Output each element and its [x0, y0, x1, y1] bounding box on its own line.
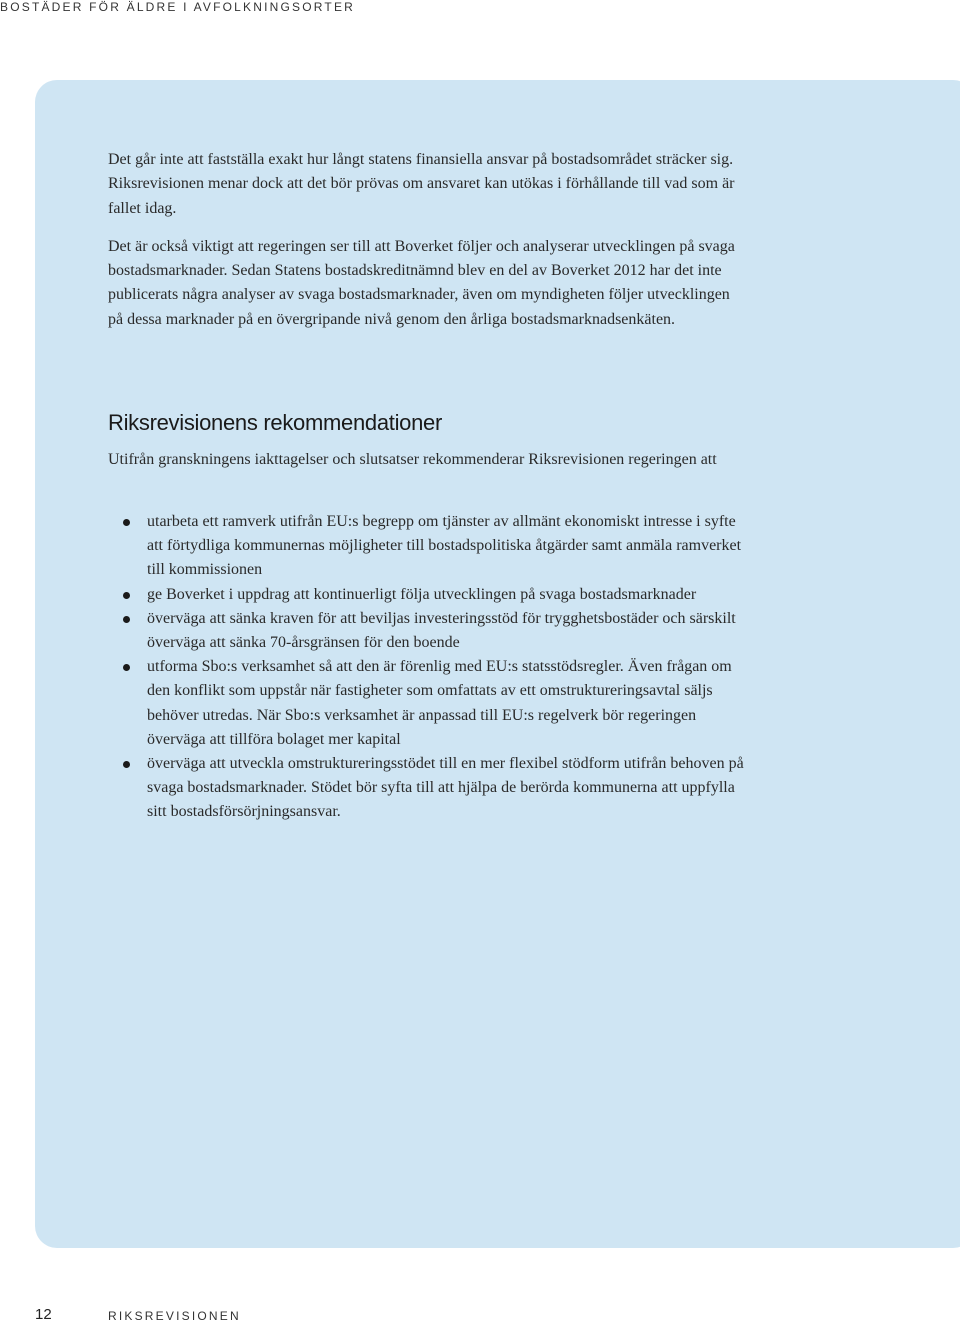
- list-item-text: ge Boverket i uppdrag att kontinuerligt följa utvecklingen på svaga bostadsmarknader: [147, 585, 697, 603]
- recommendation-list: [108, 510, 748, 825]
- list-item: [108, 510, 748, 583]
- list-item: [108, 655, 748, 752]
- intro-text: Utifrån granskningens iakttagelser och slutsatser rekommenderar Riksrevisionen regeringen att: [108, 451, 717, 468]
- page-number: 12: [35, 1306, 52, 1323]
- list-item-text: utarbeta ett ramverk utifrån EU:s begrepp om tjänster av allmänt ekonomiskt intresse i syfte att förtydliga kommunernas möjligheter till bostadspolitiska åtgärder samt anmäla ramverket till kommissionen: [147, 513, 742, 579]
- list-item: [108, 583, 748, 607]
- bullet-icon: [123, 592, 130, 599]
- list-item-text: överväga att sänka kraven för att beviljas investeringsstöd för trygghetsbostäder och särskilt överväga att sänka 70-årsgränsen för den boende: [147, 609, 736, 652]
- list-item-text: utforma Sbo:s verksamhet så att den är förenlig med EU:s statsstödsregler. Även frågan om den konflikt som uppstår när fastigheter som omfattats av ett omstruktureringsavtal säljs behöver utredas. När Sbo:s verksamhet är anpassad till EU:s regelverk bör regeringen överväga att tillföra bolaget mer kapital: [147, 658, 732, 748]
- bullet-icon: [123, 519, 130, 526]
- paragraph: Det går inte att fastställa exakt hur långt statens finansiella ansvar på bostadsområdet sträcker sig. Riksrevisionen menar dock att det bör prövas om ansvaret kan utökas i förhållande till vad som är fallet idag.: [108, 151, 735, 217]
- bullet-icon: [123, 616, 130, 623]
- section-heading: Riksrevisionens rekommendationer: [108, 410, 442, 435]
- paragraph: Det är också viktigt att regeringen ser till att Boverket följer och analyserar utvecklingen på svaga bostadsmarknader. Sedan Statens bostadskreditnämnd blev en del av Boverket 2012 har det inte publicerats några analyser av svaga bostadsmarknader, även om myndigheten följer utvecklingen på dessa marknader på en övergripande nivå genom den årliga bostadsmarknadsenkäten.: [108, 237, 735, 328]
- list-item-text: överväga att utveckla omstruktureringsstödet till en mer flexibel stödform utifrån behoven på svaga bostadsmarknader. Stödet bör syfta till att hjälpa de berörda kommunerna att uppfylla sitt bostadsförsörjningsansvar.: [147, 755, 744, 821]
- list-item: [108, 607, 748, 655]
- list-item: [108, 752, 748, 825]
- bullet-icon: [123, 761, 130, 768]
- running-header: BOSTÄDER FÖR ÄLDRE I AVFOLKNINGSORTER: [0, 0, 356, 14]
- box-content: [108, 148, 748, 821]
- footer-publisher: RIKSREVISIONEN: [108, 1309, 241, 1323]
- bullet-icon: [123, 664, 130, 671]
